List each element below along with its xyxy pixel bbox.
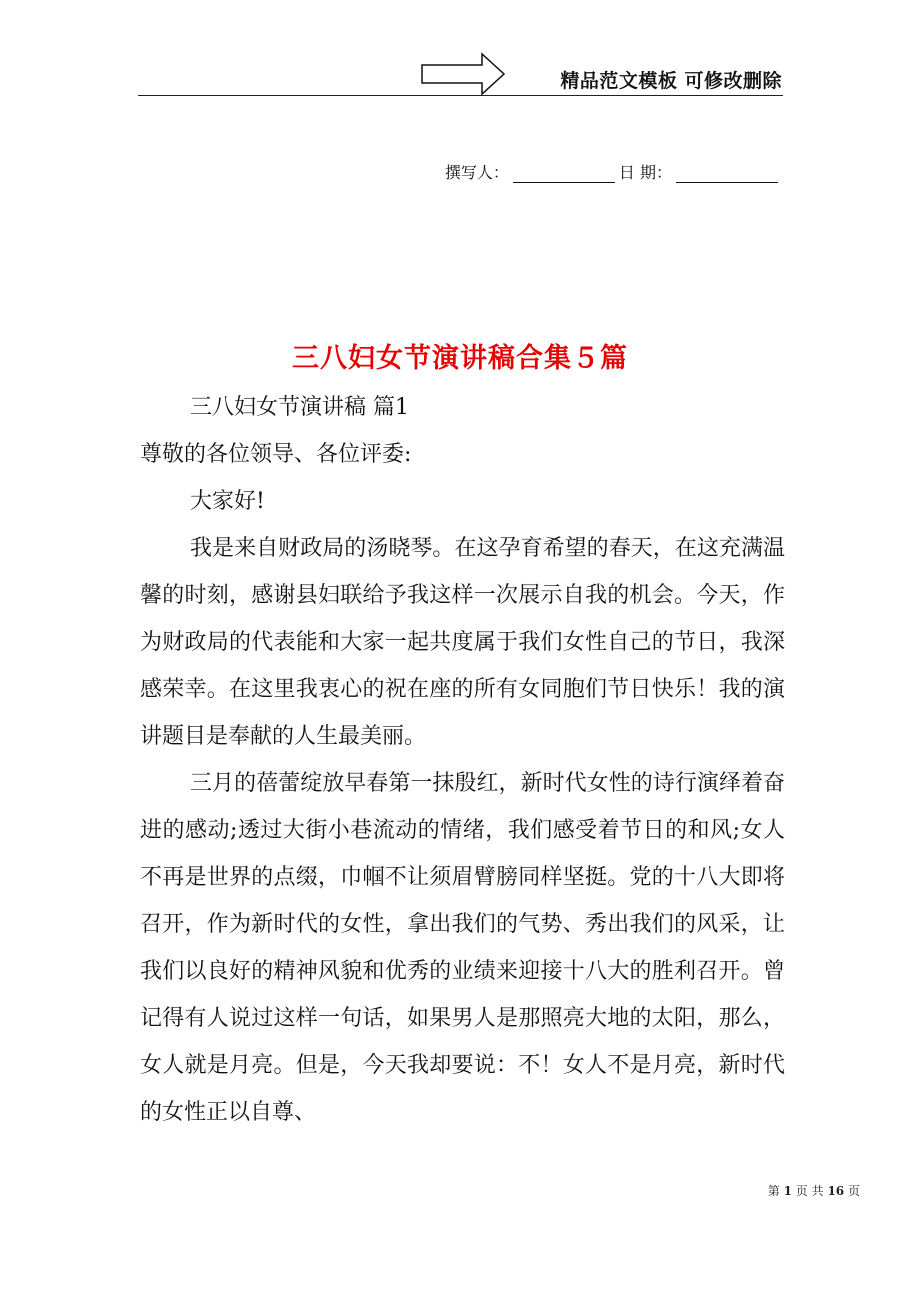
current-page: 1 [783, 1184, 792, 1198]
page-number [768, 1182, 860, 1199]
date-blank-field [676, 164, 778, 183]
date-label: 日 期： [618, 163, 672, 182]
total-pages: 16 [827, 1184, 845, 1198]
author-label: 撰写人： [444, 163, 509, 182]
document-body [140, 384, 785, 1136]
body-paragraph: 三月的蓓蕾绽放早春第一抹殷红，新时代女性的诗行演绎着奋进的感动;透过大街小巷流动的情绪，我们感受着节日的和风;女人不再是世界的点缀，巾帼不让须眉臂膀同样坚挺。党的十八大即将召开，作为新时代的女性，拿出我们的气势、秀出我们的风采，让我们以良好的精神风貌和优秀的业绩来迎接十八大的胜利召开。曾记得有人说过这样一句话，如果男人是那照亮大地的太阳，那么，女人就是月亮。但是，今天我却要说：不！女人不是月亮，新时代的女性正以自尊、 [140, 771, 785, 1125]
greeting: 大家好! [190, 489, 265, 514]
author-date-line [445, 160, 782, 183]
arrow-icon [420, 52, 506, 96]
body-paragraph: 我是来自财政局的汤晓琴。在这孕育希望的春天，在这充满温馨的时刻，感谢县妇联给予我这样一次展示自我的机会。今天，作为财政局的代表能和大家一起共度属于我们女性自己的节日，我深感荣幸。在这里我衷心的祝在座的所有女同胞们节日快乐！我的演讲题目是奉献的人生最美丽。 [140, 536, 785, 749]
salutation: 尊敬的各位领导、各位评委: [140, 442, 412, 467]
page-prefix: 第 [767, 1184, 780, 1198]
header-divider [138, 95, 783, 96]
template-banner-text: 精品范文模板 可修改删除 [560, 70, 782, 92]
section-heading: 三八妇女节演讲稿 篇1 [190, 395, 409, 420]
author-blank-field [513, 164, 615, 183]
page-mid: 页 共 [795, 1184, 824, 1198]
document-title: 三八妇女节演讲稿合集５篇 [292, 343, 628, 374]
page-suffix: 页 [847, 1184, 860, 1198]
